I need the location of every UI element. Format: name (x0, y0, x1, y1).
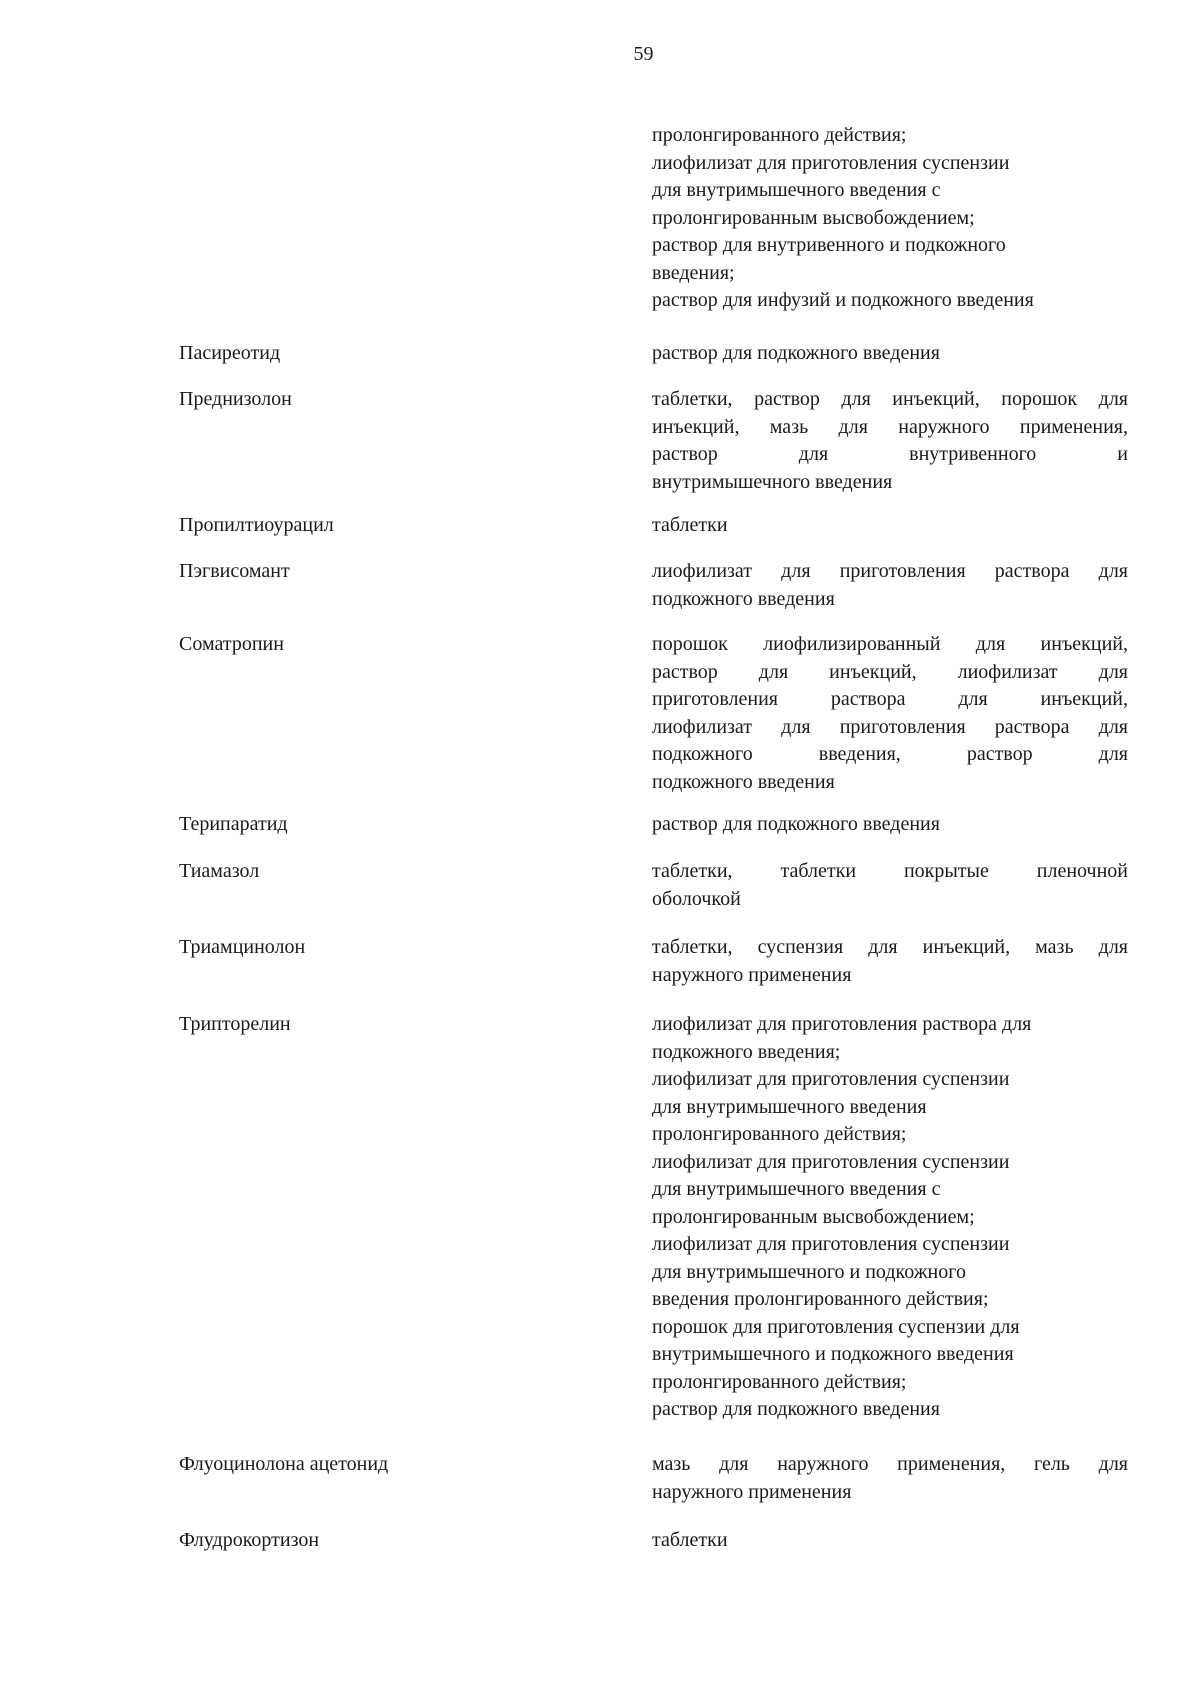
form-line: приготовления раствора для инъекций, (652, 688, 1128, 710)
form-line: пролонгированного действия; (652, 124, 907, 146)
form-line: раствор для подкожного введения (652, 813, 940, 835)
form-line: подкожного введения (652, 770, 835, 793)
drug-forms (652, 386, 1128, 496)
form-line: внутримышечного введения (652, 470, 893, 493)
drug-forms (652, 934, 1128, 989)
drug-forms (652, 858, 1128, 913)
form-line: подкожного введения; (652, 1040, 841, 1063)
form-line: лиофилизат для приготовления суспензии (652, 1150, 1010, 1173)
form-line: внутримышечного и подкожного введения (652, 1343, 1014, 1365)
form-line: для внутримышечного введения с (652, 179, 941, 201)
drug-forms (652, 811, 1128, 839)
drug-forms (652, 512, 1128, 540)
drug-forms (652, 631, 1128, 796)
form-line: для внутримышечного и подкожного (652, 1260, 966, 1283)
form-line: оболочкой (652, 887, 741, 910)
drug-forms (652, 1451, 1128, 1506)
drug-name: Триамцинолон (179, 936, 306, 958)
drug-forms (652, 1527, 1128, 1555)
form-line: лиофилизат для приготовления суспензии (652, 1068, 1010, 1090)
form-line: лиофилизат для приготовления суспензии (652, 1233, 1010, 1255)
drug-forms (652, 340, 1128, 368)
drug-name: Соматропин (179, 633, 284, 655)
form-line: подкожного введения (652, 587, 835, 610)
form-line: лиофилизат для приготовления суспензии (652, 151, 1010, 174)
drug-forms (652, 1011, 1128, 1424)
form-line: наружного применения (652, 963, 852, 986)
form-line: инъекций, мазь для наружного применения, (652, 415, 1128, 438)
form-line: раствор для внутривенного и подкожного (652, 234, 1006, 256)
drug-name: Трипторелин (179, 1013, 291, 1035)
form-line: для внутримышечного введения (652, 1095, 927, 1118)
continued-drug-forms (652, 122, 1132, 315)
form-line: наружного применения (652, 1480, 852, 1503)
form-line: таблетки, суспензия для инъекций, мазь для (652, 936, 1128, 958)
form-line: введения пролонгированного действия; (652, 1288, 989, 1310)
drug-name: Пропилтиоурацил (179, 514, 334, 536)
form-line: пролонгированного действия; (652, 1370, 907, 1393)
drug-name: Преднизолон (179, 388, 292, 410)
drug-name: Пэгвисомант (179, 560, 290, 582)
form-line: таблетки, раствор для инъекций, порошок для (652, 388, 1128, 410)
form-line: раствор для внутривенного и (652, 443, 1128, 465)
page-number: 59 (633, 43, 654, 65)
form-line: раствор для подкожного введения (652, 1398, 940, 1420)
form-line: для внутримышечного введения с (652, 1178, 941, 1200)
form-line: таблетки (652, 514, 728, 536)
drug-name: Флуоцинолона ацетонид (179, 1453, 389, 1475)
drug-forms (652, 558, 1128, 613)
form-line: таблетки, таблетки покрытые пленочной (652, 860, 1128, 882)
form-line: мазь для наружного применения, гель для (652, 1453, 1128, 1475)
form-line: лиофилизат для приготовления раствора для (652, 715, 1128, 738)
form-line: раствор для подкожного введения (652, 342, 940, 364)
drug-name: Флудрокортизон (179, 1529, 320, 1551)
form-line: лиофилизат для приготовления раствора для (652, 1013, 1032, 1035)
form-line: раствор для инъекций, лиофилизат для (652, 660, 1128, 683)
form-line: раствор для инфузий и подкожного введения (652, 289, 1034, 311)
form-line: пролонгированным высвобождением; (652, 1205, 975, 1228)
form-line: пролонгированного действия; (652, 1123, 907, 1145)
form-line: введения; (652, 261, 735, 284)
drug-name: Пасиреотид (179, 342, 281, 364)
form-line: порошок для приготовления суспензии для (652, 1315, 1020, 1338)
form-line: таблетки (652, 1529, 728, 1551)
form-line: пролонгированным высвобождением; (652, 206, 975, 229)
form-line: подкожного введения, раствор для (652, 743, 1128, 765)
form-line: лиофилизат для приготовления раствора для (652, 560, 1128, 582)
drug-name: Терипаратид (179, 813, 288, 835)
drug-name: Тиамазол (179, 860, 260, 882)
form-line: порошок лиофилизированный для инъекций, (652, 633, 1128, 655)
